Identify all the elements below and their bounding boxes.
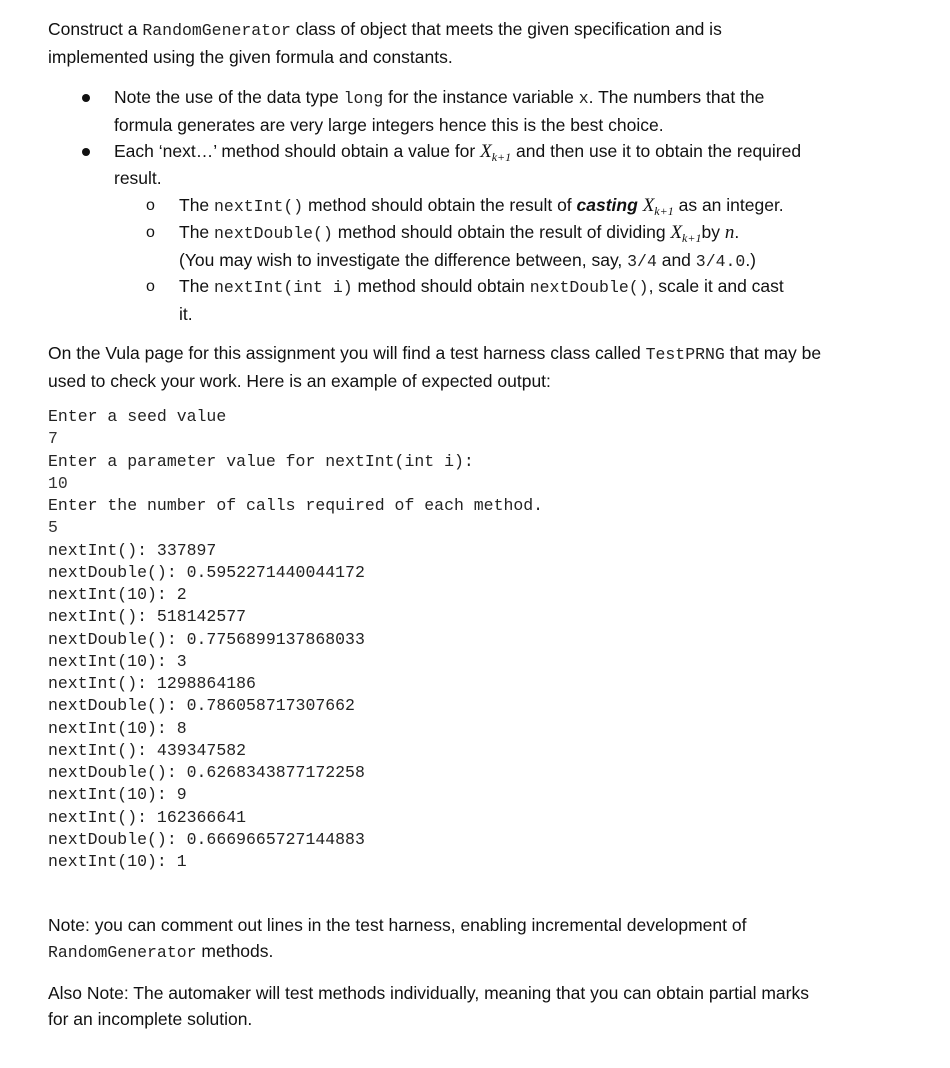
sub-bullet-line: it. <box>179 304 193 324</box>
bullet-item-next-methods <box>114 138 914 192</box>
sub-bullet-nextdouble <box>179 219 909 275</box>
console-line: nextDouble(): 0.5952271440044172 <box>48 562 365 582</box>
intro-paragraph <box>48 16 908 70</box>
console-line: nextInt(): 162366641 <box>48 807 247 827</box>
note-line: RandomGenerator methods. <box>48 941 274 962</box>
console-line: nextInt(10): 3 <box>48 651 187 671</box>
console-line: Enter a parameter value for nextInt(int i): <box>48 451 474 471</box>
fraction-code: 3/4.0 <box>695 252 746 271</box>
note-line: for an incomplete solution. <box>48 1009 253 1029</box>
nextdouble-code: nextDouble() <box>214 224 333 243</box>
bullet-line: result. <box>114 168 162 188</box>
sub-bullet-line: (You may wish to investigate the difference between, say, 3/4 and 3/4.0.) <box>179 250 757 271</box>
testprng-code: TestPRNG <box>645 345 725 364</box>
bullet-dot <box>82 94 90 102</box>
bullet-line: formula generates are very large integers hence this is the best choice. <box>114 115 664 135</box>
intro-line-1: Construct a RandomGenerator class of object that meets the given specification and is <box>48 19 722 40</box>
nextint-param-code: nextInt(int i) <box>214 278 353 297</box>
console-line: nextInt(): 439347582 <box>48 740 247 760</box>
nextint-code: nextInt() <box>214 197 304 216</box>
console-line: nextDouble(): 0.6669665727144883 <box>48 829 365 849</box>
vula-line-1: On the Vula page for this assignment you will find a test harness class called TestPRNG that may be <box>48 343 822 364</box>
vula-line-2: used to check your work. Here is an example of expected output: <box>48 371 551 391</box>
console-line: nextInt(10): 8 <box>48 718 187 738</box>
class-name-code: RandomGenerator <box>48 943 197 962</box>
math-x-k-plus-1: $X_{k+1}$ <box>670 222 702 245</box>
x-code: x <box>578 89 589 108</box>
console-line: nextInt(10): 2 <box>48 585 187 604</box>
casting-emphasis: casting <box>576 195 638 215</box>
console-line: nextDouble(): 0.6268343877172258 <box>48 763 365 782</box>
sub-bullet-marker: o <box>146 224 155 241</box>
math-x-k-plus-1: $X_{k+1}$ <box>480 141 512 164</box>
console-input-line: 10 <box>48 473 68 493</box>
bullet-line: Each ‘next…’ method should obtain a value for $X_{k+1}$ and then use it to obtain the required <box>114 141 802 164</box>
note-line: Also Note: The automaker will test methods individually, meaning that you can obtain partial marks <box>48 983 809 1003</box>
console-output <box>48 406 908 873</box>
console-line: Enter a seed value <box>48 407 227 426</box>
bullet-dot <box>82 148 90 156</box>
console-line: nextDouble(): 0.786058717307662 <box>48 696 355 716</box>
console-input-line: 5 <box>48 518 58 538</box>
sub-bullet-nextint: The nextInt() method should obtain the result of casting $X_{k+1}$ as an integer. <box>179 195 784 218</box>
sub-bullet-marker: o <box>146 278 155 295</box>
console-line: nextDouble(): 0.7756899137868033 <box>48 629 365 649</box>
fraction-code: 3/4 <box>627 252 657 271</box>
vula-paragraph <box>48 340 908 394</box>
console-line: nextInt(10): 9 <box>48 785 187 805</box>
note-automaker <box>48 980 908 1032</box>
class-name-code: RandomGenerator <box>142 21 291 40</box>
console-line: nextInt(10): 1 <box>48 852 187 871</box>
console-line: nextInt(): 1298864186 <box>48 674 256 693</box>
sub-bullet-marker: o <box>146 197 155 214</box>
console-input-line: 7 <box>48 429 58 449</box>
intro-line-2: implemented using the given formula and constants. <box>48 47 453 67</box>
console-line: nextInt(): 518142577 <box>48 607 247 627</box>
nextdouble-code: nextDouble() <box>529 278 649 297</box>
math-n: n <box>724 222 735 243</box>
bullet-item-long <box>114 84 914 139</box>
math-x-k-plus-1: $X_{k+1}$ <box>642 195 674 218</box>
long-code: long <box>343 89 384 108</box>
sub-bullet-line: The nextDouble() method should obtain the result of dividing $X_{k+1}by$ n. <box>179 222 740 245</box>
sub-bullet-nextint-param <box>179 273 909 328</box>
console-line: Enter the number of calls required of each method. <box>48 496 544 515</box>
note-line: Note: you can comment out lines in the test harness, enabling incremental development of <box>48 915 747 935</box>
note-comment-out <box>48 912 908 966</box>
console-line: nextInt(): 337897 <box>48 540 217 560</box>
sub-bullet-line: The nextInt(int i) method should obtain nextDouble(), scale it and cast <box>179 276 784 297</box>
bullet-line: Note the use of the data type long for the instance variable x. The numbers that the <box>114 87 765 108</box>
